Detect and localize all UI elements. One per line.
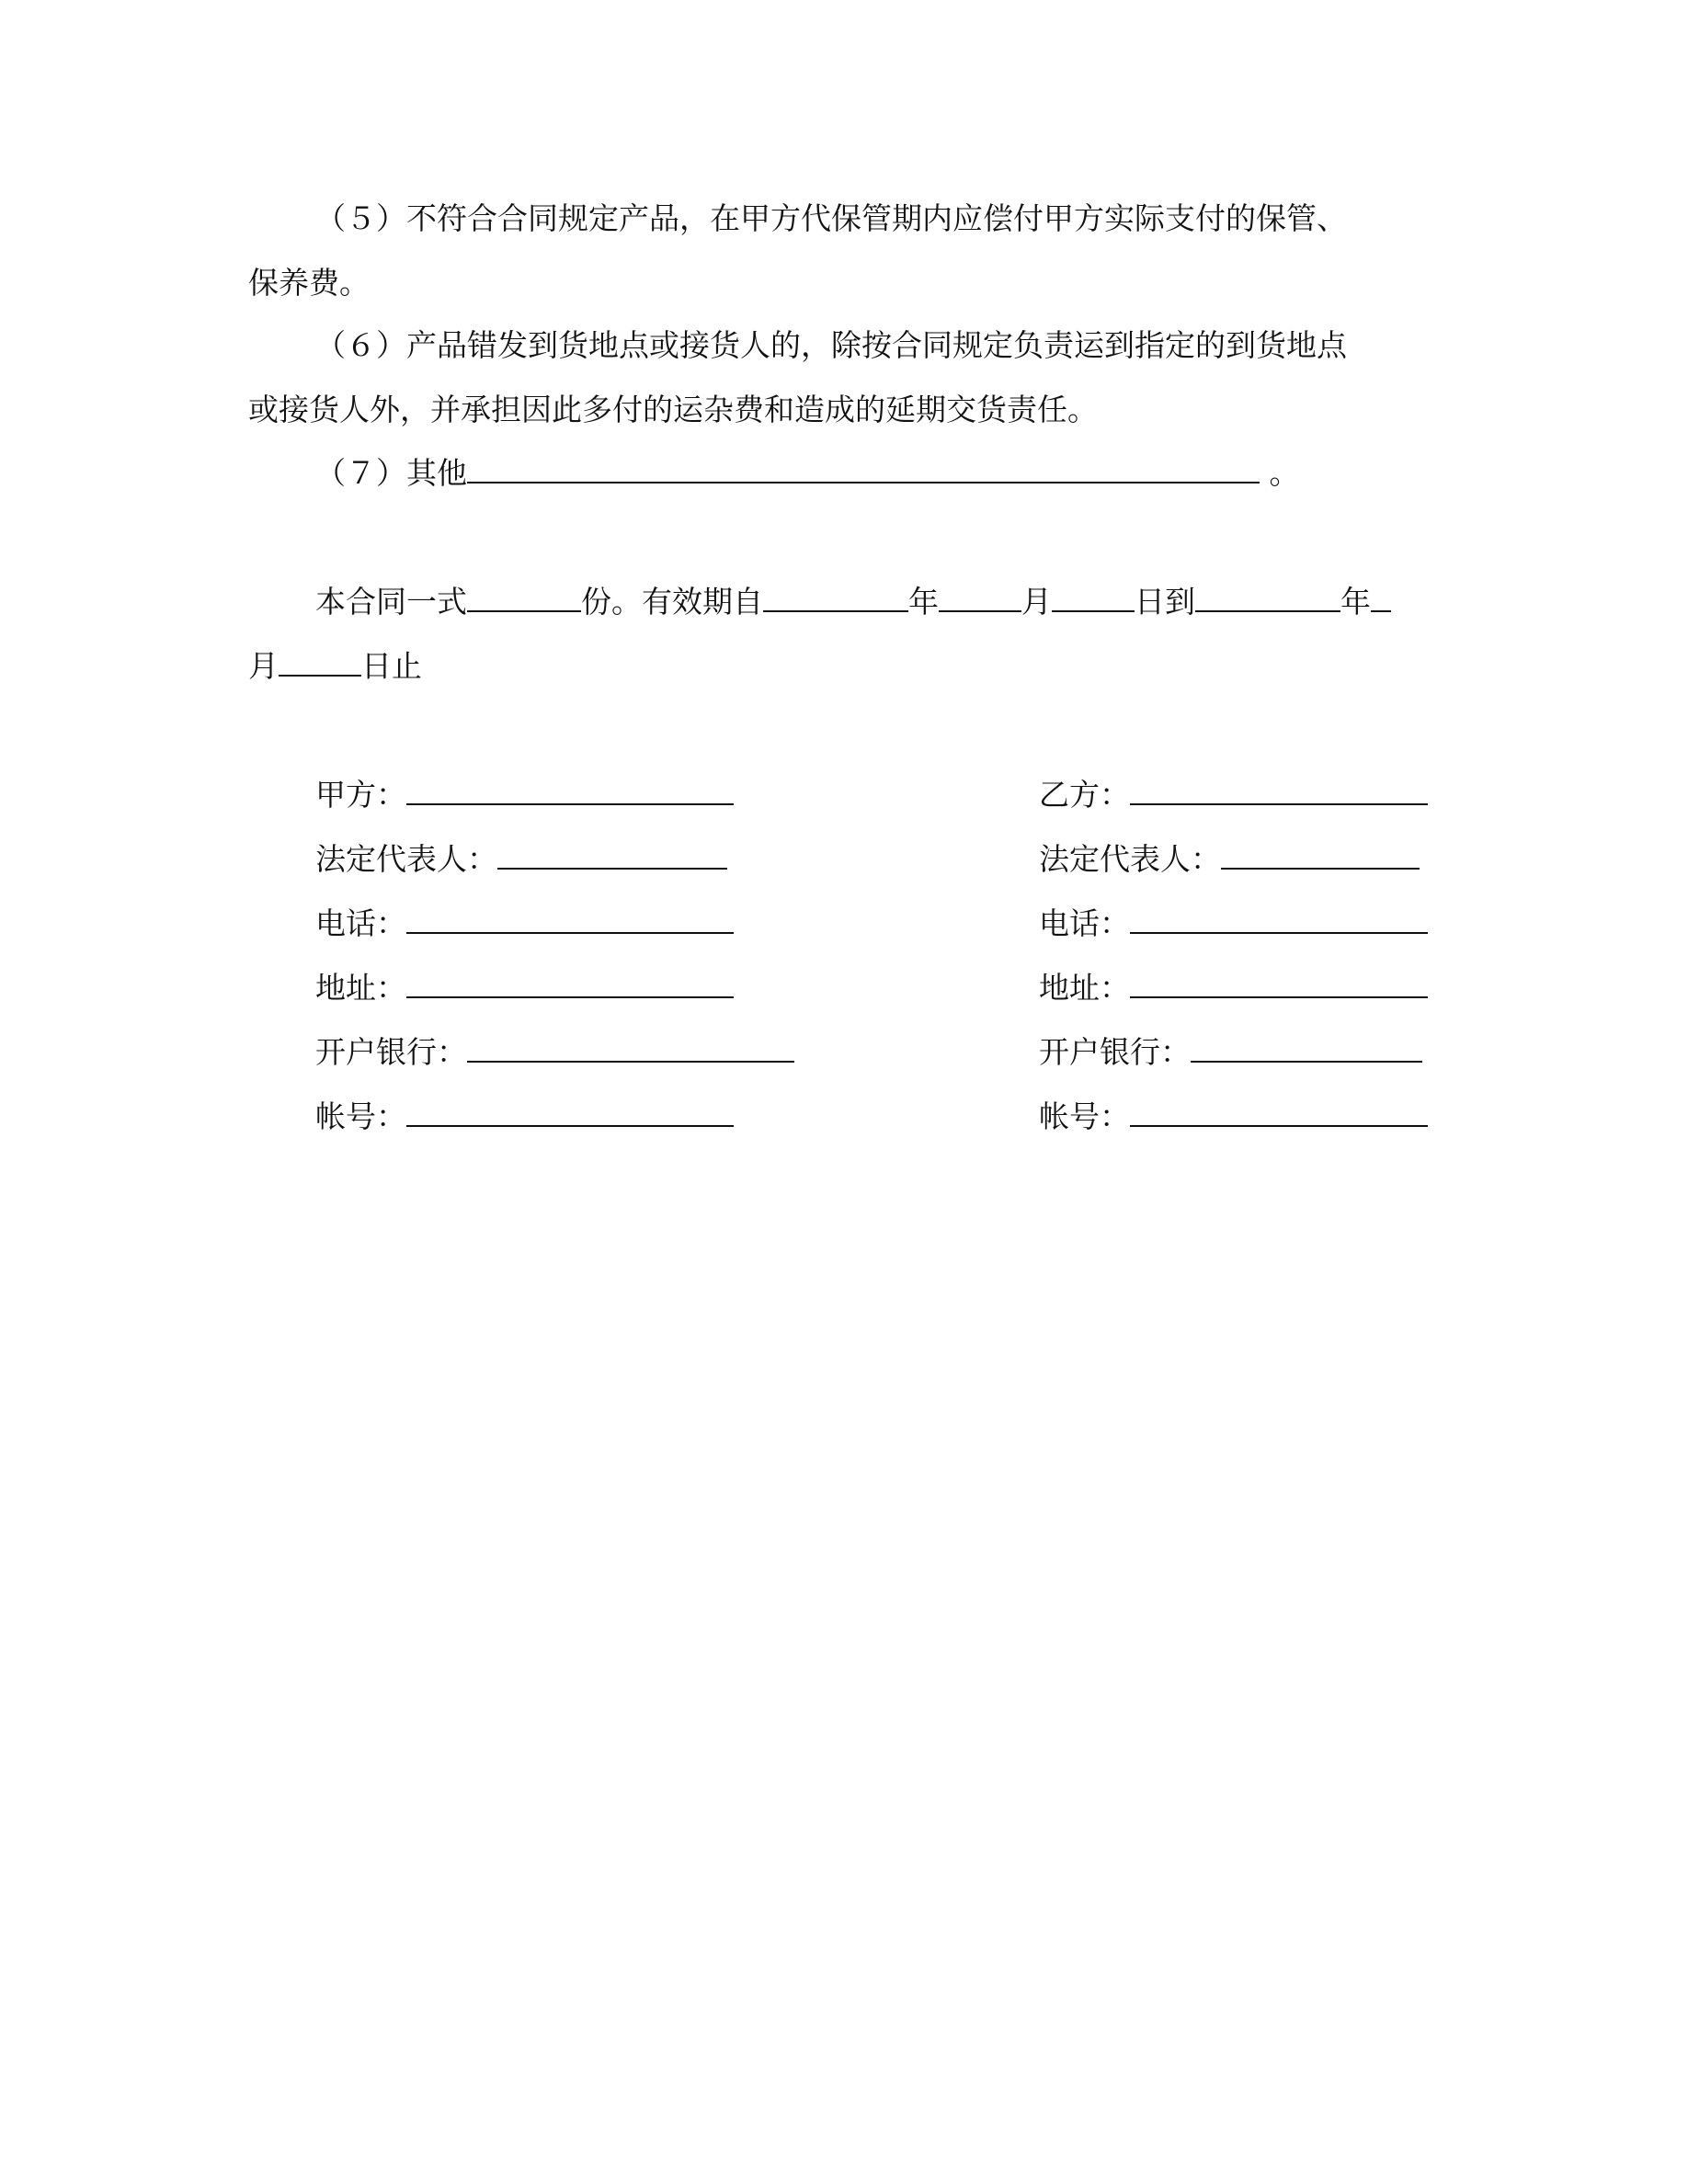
party-b-address-field[interactable]: [1130, 969, 1428, 998]
end-month-label: 月: [248, 648, 279, 684]
party-b-bank-row: [1039, 1033, 1422, 1071]
party-a-rep-row: [315, 840, 727, 878]
party-a-label: 甲方：: [315, 777, 406, 813]
end-year-blank[interactable]: [1195, 583, 1340, 612]
party-b-name-field[interactable]: [1130, 776, 1428, 805]
party-b-account-field[interactable]: [1130, 1098, 1428, 1127]
validity-line-2: [248, 647, 422, 685]
start-month-label: 月: [1021, 584, 1052, 620]
validity-copies-label: 本合同一式: [315, 584, 467, 620]
party-b-name-row: [1039, 776, 1428, 813]
party-b-phone-field[interactable]: [1130, 904, 1428, 934]
party-a-account-row: [315, 1098, 734, 1135]
party-a-rep-label: 法定代表人：: [315, 841, 497, 877]
clause-6-line-2: 或接货人外，并承担因此多付的运杂费和造成的延期交货责任。: [248, 392, 1098, 427]
validity-from-label: 份。有效期自: [581, 584, 763, 620]
start-day-blank[interactable]: [1052, 583, 1135, 612]
start-day-label: 日到: [1135, 584, 1195, 620]
start-month-blank[interactable]: [939, 583, 1021, 612]
party-a-phone-row: [315, 904, 734, 942]
end-day-label: 日止: [361, 648, 422, 684]
party-b-phone-row: [1039, 904, 1428, 942]
clause-5-line-2: 保养费。: [248, 265, 370, 301]
clause-7-line: [315, 454, 1300, 492]
party-b-phone-label: 电话：: [1039, 905, 1130, 941]
start-year-blank[interactable]: [763, 583, 908, 612]
clause-7-end: 。: [1260, 455, 1300, 491]
party-b-bank-label: 开户银行：: [1039, 1034, 1191, 1070]
clause-6-line-1: （６）产品错发到货地点或接货人的，除按合同规定负责运到指定的到货地点: [315, 327, 1347, 363]
copies-blank[interactable]: [467, 583, 581, 612]
party-a-bank-field[interactable]: [467, 1033, 794, 1063]
party-a-account-field[interactable]: [406, 1098, 734, 1127]
start-year-label: 年: [908, 584, 939, 620]
party-b-rep-row: [1039, 840, 1420, 878]
end-month-blank-start[interactable]: [1371, 583, 1391, 612]
party-a-address-field[interactable]: [406, 969, 734, 998]
party-a-bank-label: 开户银行：: [315, 1034, 467, 1070]
end-day-blank[interactable]: [279, 647, 361, 677]
clause-7-label: （７）其他: [315, 455, 467, 491]
party-a-phone-label: 电话：: [315, 905, 406, 941]
party-b-account-label: 帐号：: [1039, 1098, 1130, 1134]
party-a-account-label: 帐号：: [315, 1098, 406, 1134]
party-b-account-row: [1039, 1098, 1428, 1135]
party-a-address-row: [315, 969, 734, 1007]
validity-line-1: [315, 583, 1391, 620]
party-b-address-row: [1039, 969, 1428, 1007]
end-year-label: 年: [1340, 584, 1371, 620]
clause-7-blank[interactable]: [467, 454, 1260, 483]
party-b-address-label: 地址：: [1039, 970, 1130, 1006]
party-a-rep-field[interactable]: [497, 840, 727, 870]
clause-5-line-1: （５）不符合合同规定产品，在甲方代保管期内应偿付甲方实际支付的保管、: [315, 200, 1347, 236]
party-b-rep-field[interactable]: [1221, 840, 1420, 870]
party-a-bank-row: [315, 1033, 794, 1071]
party-b-rep-label: 法定代表人：: [1039, 841, 1221, 877]
party-a-phone-field[interactable]: [406, 904, 734, 934]
party-b-label: 乙方：: [1039, 777, 1130, 813]
party-a-name-field[interactable]: [406, 776, 734, 805]
party-a-name-row: [315, 776, 734, 813]
party-b-bank-field[interactable]: [1191, 1033, 1422, 1063]
party-a-address-label: 地址：: [315, 970, 406, 1006]
